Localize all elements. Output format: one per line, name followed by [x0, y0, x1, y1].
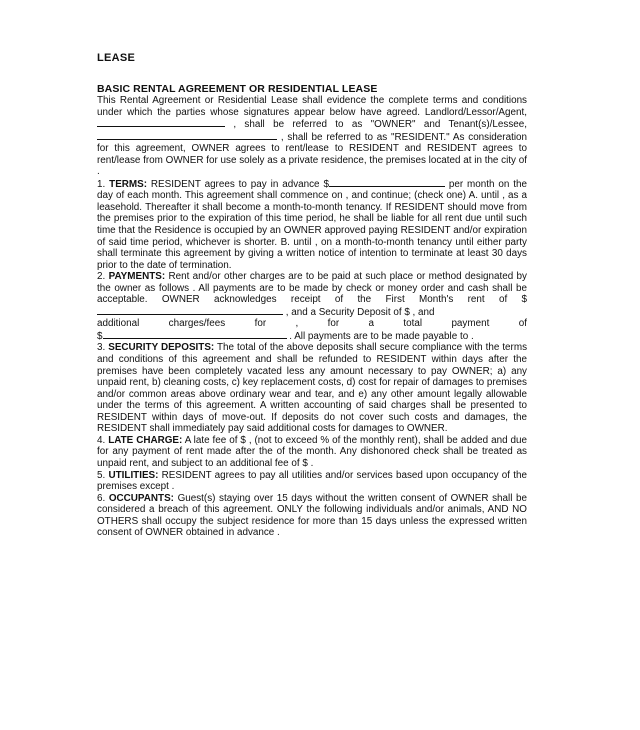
fees-line [97, 318, 527, 330]
document-title: LEASE [97, 52, 136, 64]
currency-symbol: $ [97, 330, 103, 342]
tenant-blank [97, 131, 277, 140]
section-terms [97, 178, 527, 271]
payments-text-c: . All payments are to be made payable to . [289, 330, 474, 342]
fees-word: , [295, 318, 299, 330]
document-heading: BASIC RENTAL AGREEMENT OR RESIDENTIAL LEASE [97, 83, 378, 95]
total-payment-blank [103, 330, 287, 339]
fees-word: for [254, 318, 267, 330]
payments-text-a: Rent and/or other charges are to be paid at such place or method designated by the owner as follows . All payments are to be made by check or money order and cash shall be acceptable. OWNER acknowledges receipt of the First Month's rent of $ [97, 271, 527, 306]
landlord-label: Landlord/Lessor/Agent, [424, 106, 527, 118]
payments-label: PAYMENTS: [108, 271, 166, 283]
fees-word: additional [97, 318, 140, 330]
tenant-suffix: , shall be referred to as [280, 131, 388, 143]
tenant-label: and Tenant(s)/Lessee, [423, 119, 527, 131]
occupants-label: OCCUPANTS: [108, 492, 174, 504]
utilities-label: UTILITIES: [108, 469, 159, 481]
fees-word: charges/fees [168, 318, 226, 330]
first-month-rent-blank [97, 306, 283, 315]
payments-total [97, 330, 527, 343]
lease-body [97, 95, 527, 539]
late-charge-number: 4. [97, 434, 106, 446]
late-charge-label: LATE CHARGE: [108, 434, 183, 446]
terms-label: TERMS: [109, 178, 148, 190]
fees-word: of [518, 318, 527, 330]
security-number: 3. [97, 342, 106, 354]
fees-word: a [368, 318, 375, 330]
landlord-suffix: , shall be referred to as "OWNER" [233, 119, 416, 131]
terms-text-b: per month on the day of each month. This agreement shall commence on , and continue; (check one) A. until , as a leasehold. Thereafter it shall become a month-to-month tenancy. If RESIDENT should move from the premises prior to the expiration of this time period, he shall be liable for all rent due until such time that the Residence is occupied by an OWNER approved paying RESIDENT and/or expiration of said time period, whichever is shorter. B. until , on a month-to-month tenancy until either party shall terminate this agreement by giving a written notice of intention to terminate at least 30 days prior to the date of termination. [97, 178, 527, 271]
section-security-deposits [97, 342, 527, 434]
intro-consideration: "RESIDENT." As consideration for this agreement, OWNER agrees to rent/lease to RESIDENT and RESIDENT agrees to rent/lease from OWNER for use solely as a private residence, the premises located at in the city of . [97, 131, 527, 178]
intro-paragraph [97, 95, 527, 178]
section-utilities [97, 470, 527, 493]
late-charge-text: A late fee of $ , (not to exceed % of the monthly rent), shall be added and due for any payment of rent made after the of the month. Any dishonored check shall be treated as unpaid rent, and subject to an additional fee of $ . [97, 434, 528, 469]
payments-text-b: , and a Security Deposit of $ , and [285, 306, 435, 318]
section-late-charge [97, 435, 527, 470]
terms-number: 1. [97, 178, 106, 190]
occupants-text: Guest(s) staying over 15 days without the written consent of OWNER shall be considered a breach of this agreement. ONLY the following individuals and/or animals, AND NO OTHERS shall occupy the subject residence for more than 15 days unless the expressed written consent of OWNER obtained in advance . [97, 492, 528, 539]
payments-number: 2. [97, 271, 106, 283]
fees-word: payment [451, 318, 490, 330]
rent-amount-blank [329, 178, 445, 187]
lease-page [97, 52, 527, 539]
utilities-text: RESIDENT agrees to pay all utilities and/or services based upon occupancy of the premises except . [97, 469, 527, 493]
intro-text: This Rental Agreement or Residential Lease shall evidence the complete terms and conditions under which the parties whose signatures appear below have agreed. [97, 95, 527, 118]
terms-text-a: RESIDENT agrees to pay in advance $ [150, 178, 329, 190]
landlord-blank [97, 118, 225, 127]
security-text: The total of the above deposits shall secure compliance with the terms and conditions of this agreement and shall be refunded to RESIDENT within days after the premises have been completely vacated less any amount necessary to pay OWNER; a) any unpaid rent, b) cleaning costs, c) key replacement costs, d) cost for repair of damages to premises and/or common areas above ordinary wear and tear, and e) any other amount legally allowable under the terms of this agreement. A written accounting of said charges shall be presented to RESIDENT within days of move-out. If deposits do not cover such costs and damages, the RESIDENT shall immediately pay said additional costs for damages to OWNER. [97, 342, 528, 435]
occupants-number: 6. [97, 492, 106, 504]
utilities-number: 5. [97, 469, 106, 481]
fees-word: total [403, 318, 423, 330]
fees-word: for [327, 318, 340, 330]
security-label: SECURITY DEPOSITS: [108, 342, 215, 354]
section-occupants [97, 493, 527, 539]
section-payments [97, 271, 527, 318]
